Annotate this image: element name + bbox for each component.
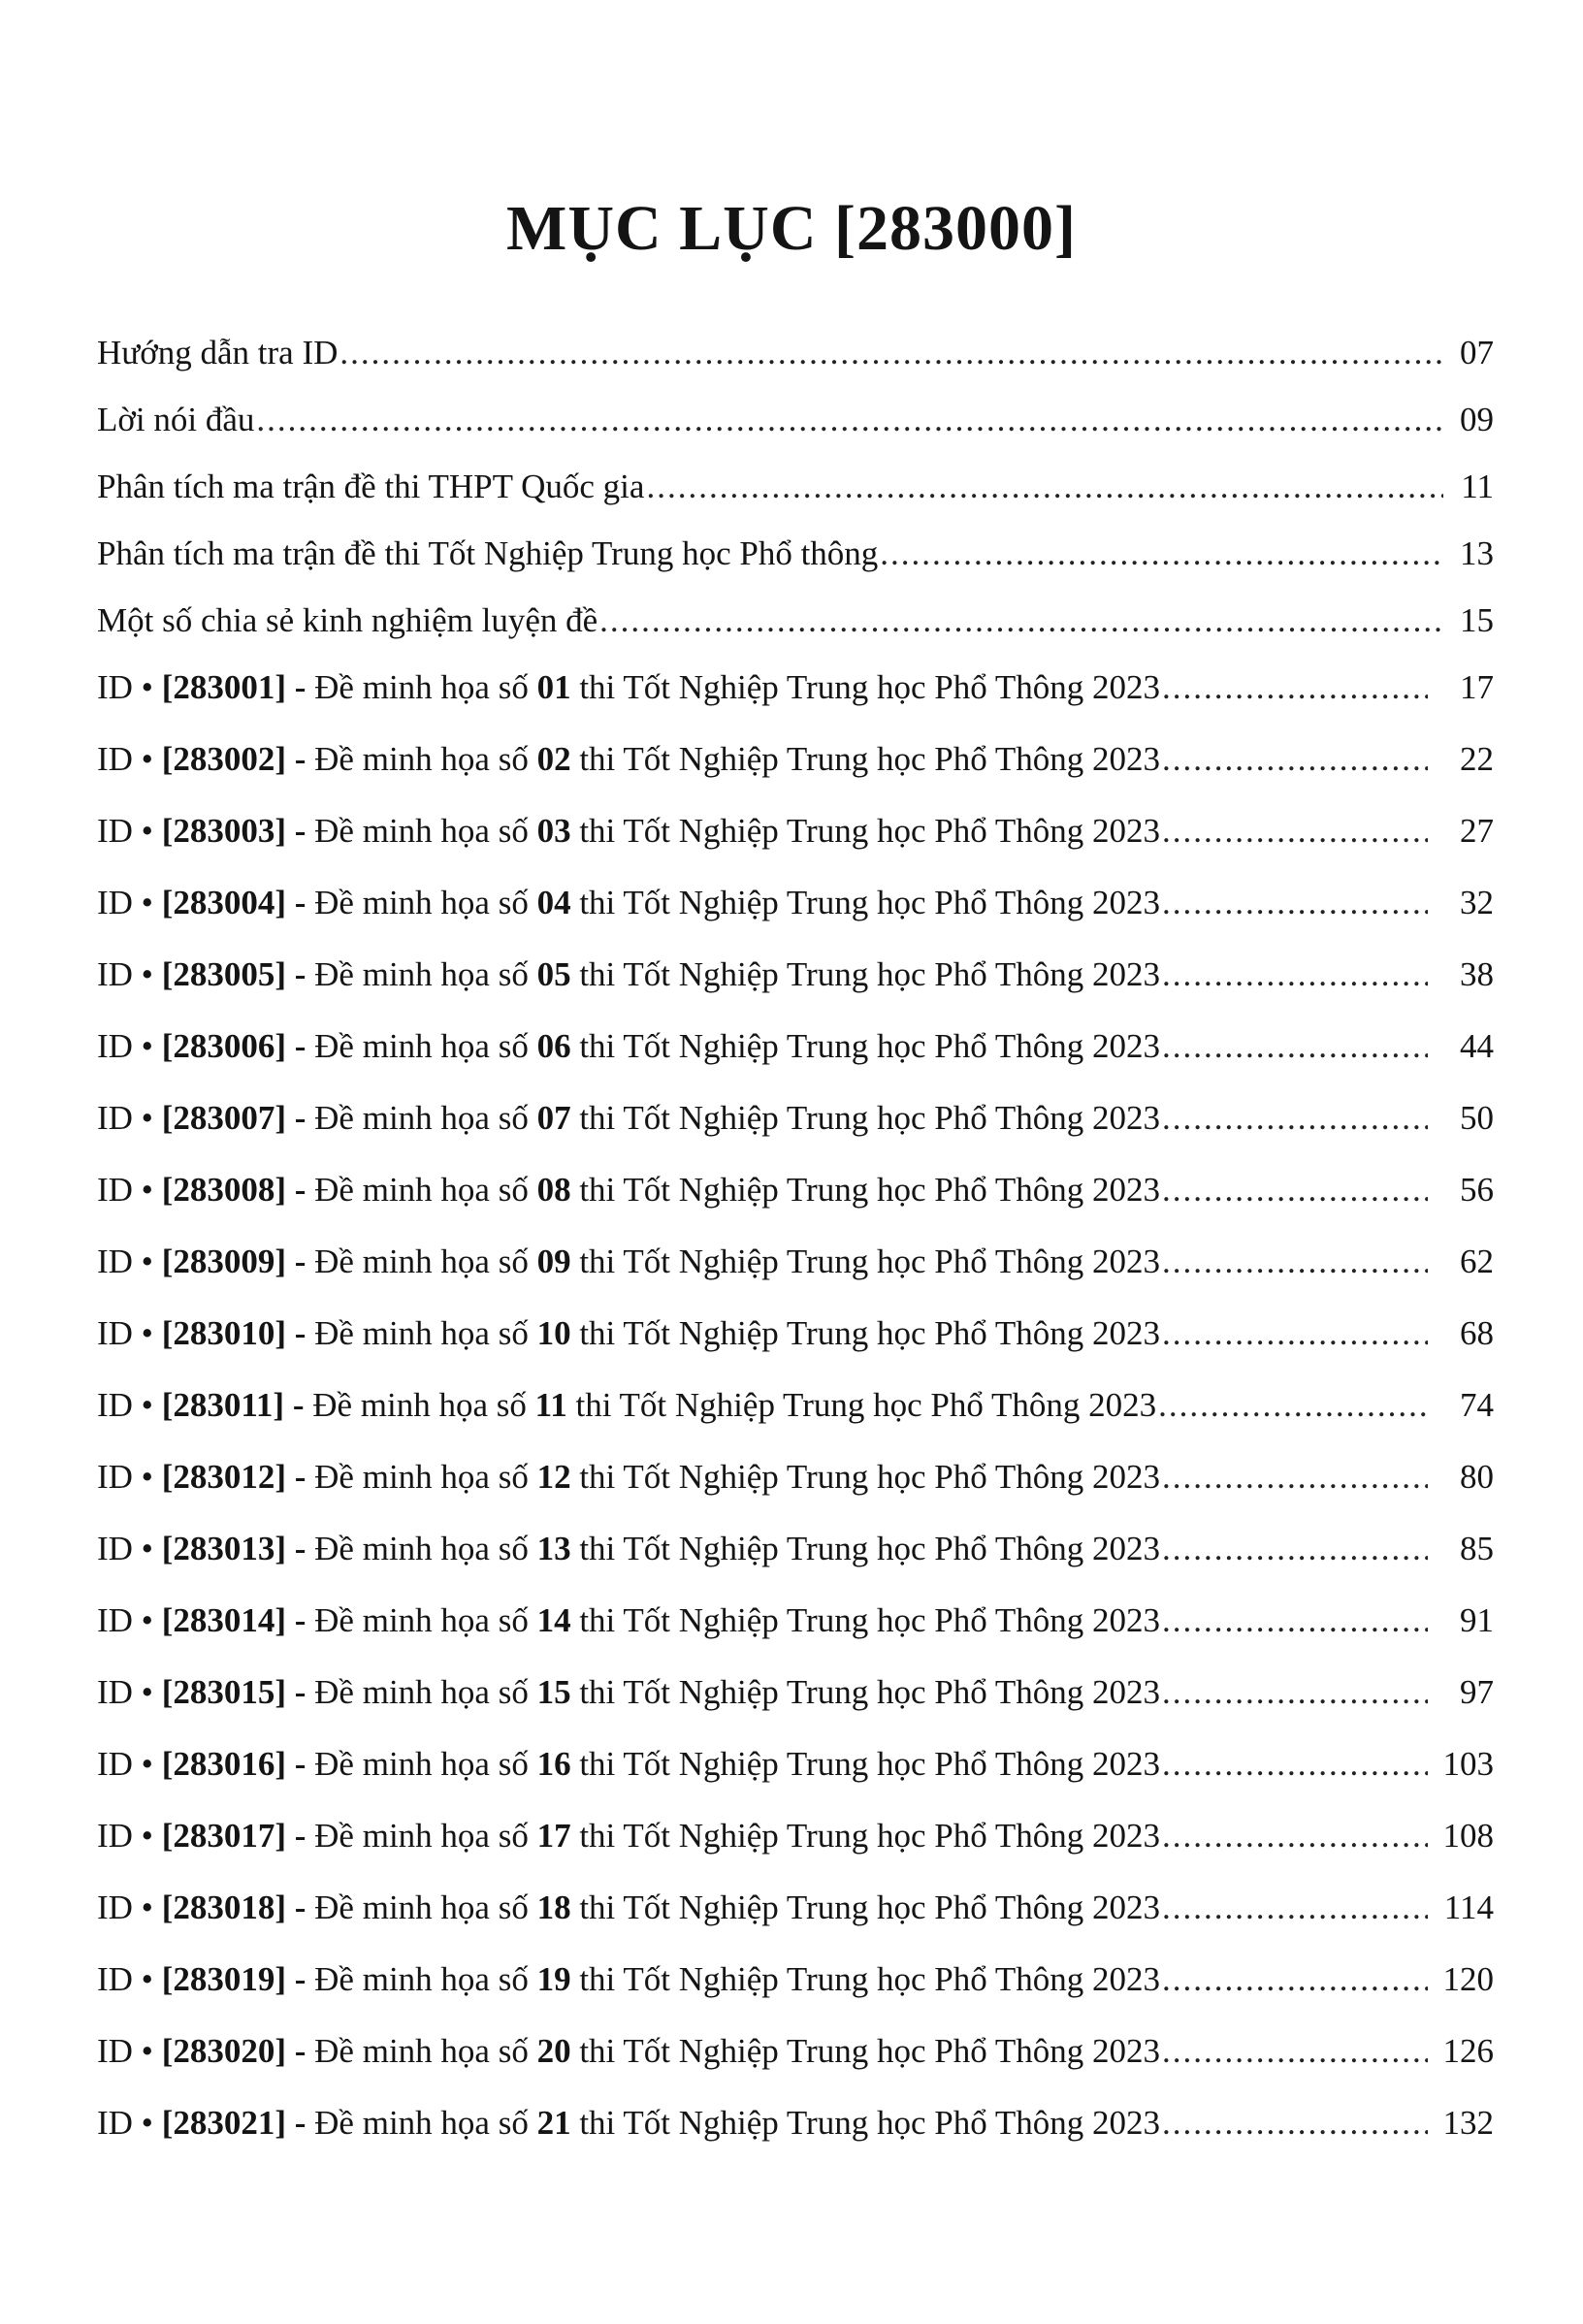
id-prefix: ID • — [97, 1817, 153, 1855]
toc-entry-label — [97, 1817, 1160, 1856]
separator: - — [294, 1099, 307, 1137]
exam-title-text: Đề minh họa số — [314, 884, 529, 921]
exam-title-suffix: thi Tốt Nghiệp Trung học Phổ Thông 2023 — [579, 1243, 1160, 1280]
exam-title-text: Đề minh họa số — [314, 1171, 529, 1209]
dot-leader — [1162, 812, 1428, 851]
exam-title-suffix: thi Tốt Nghiệp Trung học Phổ Thông 2023 — [579, 2032, 1160, 2070]
id-prefix: ID • — [97, 1673, 153, 1711]
toc-entry-label — [97, 1960, 1160, 1999]
dot-leader — [1162, 1817, 1428, 1856]
separator: - — [294, 1458, 307, 1496]
toc-entry[interactable] — [97, 812, 1494, 884]
toc-entry-label: Một số chia sẻ kinh nghiệm luyện đề — [97, 601, 598, 639]
dot-leader — [880, 534, 1443, 573]
exam-number: 02 — [536, 740, 571, 778]
exam-number: 13 — [536, 1530, 571, 1567]
dot-leader — [599, 601, 1443, 640]
separator: - — [294, 884, 307, 921]
toc-page-number: 15 — [1460, 601, 1494, 639]
dot-leader — [1162, 2104, 1428, 2143]
toc-entry-label — [97, 1458, 1160, 1497]
exam-id: [283013] — [161, 1530, 286, 1567]
toc-entry-label — [97, 1243, 1160, 1281]
exam-id: [283015] — [161, 1673, 286, 1711]
id-prefix: ID • — [97, 2104, 153, 2142]
toc-entry[interactable] — [97, 1673, 1494, 1745]
exam-title-text: Đề minh họa số — [314, 1601, 529, 1639]
toc-entry-label — [97, 1314, 1160, 1353]
exam-title-text: Đề minh họa số — [314, 740, 529, 778]
exam-title-suffix: thi Tốt Nghiệp Trung học Phổ Thông 2023 — [579, 1314, 1160, 1352]
separator: - — [294, 668, 307, 706]
exam-title-suffix: thi Tốt Nghiệp Trung học Phổ Thông 2023 — [579, 1099, 1160, 1137]
toc-entry-label — [97, 740, 1160, 779]
separator: - — [294, 812, 307, 850]
exam-title-suffix: thi Tốt Nghiệp Trung học Phổ Thông 2023 — [579, 1960, 1160, 1998]
toc-entry-label — [97, 812, 1160, 851]
id-prefix: ID • — [97, 1601, 153, 1639]
toc-entry-label — [97, 1673, 1160, 1712]
exam-title-text: Đề minh họa số — [314, 1027, 529, 1065]
exam-number: 09 — [536, 1243, 571, 1280]
exam-title-suffix: thi Tốt Nghiệp Trung học Phổ Thông 2023 — [579, 1745, 1160, 1783]
exam-title-suffix: thi Tốt Nghiệp Trung học Phổ Thông 2023 — [579, 1601, 1160, 1639]
exam-id: [283017] — [161, 1817, 286, 1855]
toc-page-number: 85 — [1460, 1530, 1494, 1567]
toc-entry[interactable] — [97, 1960, 1494, 2032]
toc-entry-label: Phân tích ma trận đề thi THPT Quốc gia — [97, 468, 645, 505]
dot-leader — [1162, 740, 1428, 779]
dot-leader — [1162, 1458, 1428, 1497]
id-prefix: ID • — [97, 1386, 153, 1424]
exam-number: 05 — [536, 955, 571, 993]
exam-title-text: Đề minh họa số — [314, 1745, 529, 1783]
toc-entry-label — [97, 1601, 1160, 1640]
exam-title-suffix: thi Tốt Nghiệp Trung học Phổ Thông 2023 — [579, 1888, 1160, 1926]
exam-id: [283004] — [161, 884, 286, 921]
dot-leader — [1162, 1171, 1428, 1210]
exam-title-suffix: thi Tốt Nghiệp Trung học Phổ Thông 2023 — [579, 668, 1160, 706]
id-prefix: ID • — [97, 2032, 153, 2070]
exam-id: [283006] — [161, 1027, 286, 1065]
toc-page-number: 17 — [1460, 668, 1494, 706]
exam-title-suffix: thi Tốt Nghiệp Trung học Phổ Thông 2023 — [579, 1458, 1160, 1496]
id-prefix: ID • — [97, 740, 153, 778]
exam-number: 04 — [536, 884, 571, 921]
exam-number: 07 — [536, 1099, 571, 1137]
toc-entry[interactable] — [97, 1171, 1494, 1243]
id-prefix: ID • — [97, 1099, 153, 1137]
toc-entry[interactable] — [97, 1817, 1494, 1888]
toc-entry[interactable] — [97, 2104, 1494, 2176]
separator: - — [294, 2032, 307, 2070]
id-prefix: ID • — [97, 1027, 153, 1065]
toc-page-number: 91 — [1460, 1601, 1494, 1639]
separator: - — [294, 1745, 307, 1783]
exam-title-text: Đề minh họa số — [312, 1386, 527, 1424]
dot-leader — [1162, 2032, 1428, 2071]
dot-leader — [1162, 1027, 1428, 1066]
exam-id: [283008] — [161, 1171, 286, 1209]
id-prefix: ID • — [97, 955, 153, 993]
id-prefix: ID • — [97, 1458, 153, 1496]
exam-id: [283012] — [161, 1458, 286, 1496]
exam-number: 10 — [536, 1314, 571, 1352]
toc-entry[interactable] — [97, 1601, 1494, 1673]
toc-entry-label — [97, 884, 1160, 922]
exam-number: 12 — [536, 1458, 571, 1496]
table-of-contents — [97, 334, 1494, 2176]
exam-id: [283021] — [161, 2104, 286, 2142]
page-title: MỤC LỤC [283000] — [506, 193, 1077, 264]
toc-page-number: 97 — [1460, 1673, 1494, 1711]
toc-entry[interactable] — [97, 1458, 1494, 1530]
separator: - — [294, 2104, 307, 2142]
id-prefix: ID • — [97, 812, 153, 850]
exam-title-text: Đề minh họa số — [314, 1673, 529, 1711]
exam-number: 21 — [536, 2104, 571, 2142]
id-prefix: ID • — [97, 884, 153, 921]
toc-page-number: 07 — [1460, 334, 1494, 371]
exam-title-suffix: thi Tốt Nghiệp Trung học Phổ Thông 2023 — [579, 740, 1160, 778]
exam-number: 01 — [536, 668, 571, 706]
exam-title-text: Đề minh họa số — [314, 2032, 529, 2070]
separator: - — [294, 1027, 307, 1065]
toc-page-number: 27 — [1460, 812, 1494, 850]
toc-entry[interactable] — [97, 955, 1494, 1027]
id-prefix: ID • — [97, 668, 153, 706]
toc-page-number: 103 — [1442, 1745, 1494, 1783]
toc-page-number: 120 — [1442, 1960, 1494, 1998]
toc-entry-label: Hướng dẫn tra ID — [97, 334, 339, 371]
toc-page-number: 38 — [1460, 955, 1494, 993]
toc-page-number: 50 — [1460, 1099, 1494, 1137]
separator: - — [294, 1601, 307, 1639]
exam-id: [283018] — [161, 1888, 286, 1926]
toc-entry[interactable] — [97, 1099, 1494, 1171]
toc-entry[interactable] — [97, 2032, 1494, 2104]
exam-title-text: Đề minh họa số — [314, 1099, 529, 1137]
id-prefix: ID • — [97, 1314, 153, 1352]
dot-leader — [1162, 1530, 1428, 1568]
toc-entry-label — [97, 2032, 1160, 2071]
toc-entry[interactable] — [97, 1027, 1494, 1099]
exam-id: [283003] — [161, 812, 286, 850]
exam-number: 11 — [534, 1386, 567, 1424]
dot-leader — [256, 401, 1443, 439]
separator: - — [294, 1888, 307, 1926]
dot-leader — [1162, 884, 1428, 922]
toc-entry-label: Phân tích ma trận đề thi Tốt Nghiệp Trung học Phổ thông — [97, 534, 879, 572]
separator: - — [294, 1314, 307, 1352]
toc-entry[interactable] — [97, 401, 1494, 468]
separator: - — [294, 1673, 307, 1711]
dot-leader — [1162, 1888, 1428, 1927]
toc-entry-label — [97, 1386, 1156, 1425]
toc-entry[interactable] — [97, 668, 1494, 740]
toc-entry[interactable] — [97, 740, 1494, 812]
toc-entry[interactable] — [97, 1745, 1494, 1817]
toc-page-number: 132 — [1442, 2104, 1494, 2142]
exam-id: [283001] — [161, 668, 286, 706]
toc-entry[interactable] — [97, 601, 1494, 668]
exam-title-text: Đề minh họa số — [314, 1530, 529, 1567]
exam-title-suffix: thi Tốt Nghiệp Trung học Phổ Thông 2023 — [579, 812, 1160, 850]
toc-page-number: 80 — [1460, 1458, 1494, 1496]
dot-leader — [339, 334, 1443, 372]
exam-title-suffix: thi Tốt Nghiệp Trung học Phổ Thông 2023 — [575, 1386, 1157, 1424]
toc-page-number: 44 — [1460, 1027, 1494, 1065]
separator: - — [294, 1243, 307, 1280]
toc-page-number: 32 — [1460, 884, 1494, 921]
toc-entry[interactable] — [97, 884, 1494, 955]
exam-id: [283007] — [161, 1099, 286, 1137]
exam-number: 14 — [536, 1601, 571, 1639]
exam-title-text: Đề minh họa số — [314, 1888, 529, 1926]
exam-title-suffix: thi Tốt Nghiệp Trung học Phổ Thông 2023 — [579, 955, 1160, 993]
dot-leader — [1162, 668, 1428, 707]
toc-entry[interactable] — [97, 334, 1494, 401]
id-prefix: ID • — [97, 1960, 153, 1998]
dot-leader — [1162, 1960, 1428, 1999]
id-prefix: ID • — [97, 1243, 153, 1280]
dot-leader — [1162, 1673, 1428, 1712]
toc-entry[interactable] — [97, 468, 1494, 534]
exam-id: [283011] — [161, 1386, 285, 1424]
toc-page-number: 22 — [1460, 740, 1494, 778]
dot-leader — [1162, 1601, 1428, 1640]
toc-entry-label — [97, 1888, 1160, 1927]
toc-entry[interactable] — [97, 1530, 1494, 1601]
exam-title-text: Đề minh họa số — [314, 1960, 529, 1998]
toc-page-number: 56 — [1460, 1171, 1494, 1209]
exam-title-suffix: thi Tốt Nghiệp Trung học Phổ Thông 2023 — [579, 2104, 1160, 2142]
id-prefix: ID • — [97, 1171, 153, 1209]
toc-entry-label — [97, 955, 1160, 994]
exam-title-text: Đề minh họa số — [314, 1817, 529, 1855]
separator: - — [294, 740, 307, 778]
exam-number: 19 — [536, 1960, 571, 1998]
exam-title-suffix: thi Tốt Nghiệp Trung học Phổ Thông 2023 — [579, 1027, 1160, 1065]
exam-number: 18 — [536, 1888, 571, 1926]
dot-leader — [1158, 1386, 1428, 1425]
dot-leader — [1162, 1243, 1428, 1281]
exam-id: [283019] — [161, 1960, 286, 1998]
exam-title-text: Đề minh họa số — [314, 1314, 529, 1352]
exam-title-text: Đề minh họa số — [314, 1243, 529, 1280]
exam-number: 06 — [536, 1027, 571, 1065]
dot-leader — [646, 468, 1443, 506]
dot-leader — [1162, 955, 1428, 994]
toc-entry[interactable] — [97, 1888, 1494, 1960]
toc-page-number: 74 — [1460, 1386, 1494, 1424]
exam-id: [283005] — [161, 955, 286, 993]
toc-entry[interactable] — [97, 534, 1494, 601]
exam-id: [283020] — [161, 2032, 286, 2070]
id-prefix: ID • — [97, 1530, 153, 1567]
toc-entry[interactable] — [97, 1243, 1494, 1314]
id-prefix: ID • — [97, 1888, 153, 1926]
separator: - — [294, 1960, 307, 1998]
exam-id: [283009] — [161, 1243, 286, 1280]
exam-number: 20 — [536, 2032, 571, 2070]
exam-id: [283016] — [161, 1745, 286, 1783]
exam-id: [283010] — [161, 1314, 286, 1352]
exam-title-text: Đề minh họa số — [314, 2104, 529, 2142]
exam-title-suffix: thi Tốt Nghiệp Trung học Phổ Thông 2023 — [579, 1171, 1160, 1209]
separator: - — [292, 1386, 305, 1424]
toc-entry-label — [97, 668, 1160, 707]
toc-entry-label — [97, 1530, 1160, 1568]
exam-number: 08 — [536, 1171, 571, 1209]
separator: - — [294, 1171, 307, 1209]
toc-page-number: 62 — [1460, 1243, 1494, 1280]
exam-title-text: Đề minh họa số — [314, 668, 529, 706]
exam-title-suffix: thi Tốt Nghiệp Trung học Phổ Thông 2023 — [579, 1673, 1160, 1711]
toc-entry-label — [97, 1099, 1160, 1138]
exam-number: 15 — [536, 1673, 571, 1711]
toc-page-number: 11 — [1461, 468, 1494, 505]
toc-page-number: 13 — [1460, 534, 1494, 572]
id-prefix: ID • — [97, 1745, 153, 1783]
separator: - — [294, 955, 307, 993]
exam-title-text: Đề minh họa số — [314, 812, 529, 850]
dot-leader — [1162, 1745, 1428, 1784]
toc-entry-label — [97, 1171, 1160, 1210]
exam-number: 03 — [536, 812, 571, 850]
dot-leader — [1162, 1314, 1428, 1353]
exam-title-text: Đề minh họa số — [314, 955, 529, 993]
exam-id: [283002] — [161, 740, 286, 778]
exam-title-suffix: thi Tốt Nghiệp Trung học Phổ Thông 2023 — [579, 1530, 1160, 1567]
toc-entry-label — [97, 1027, 1160, 1066]
toc-entry-label — [97, 1745, 1160, 1784]
exam-number: 16 — [536, 1745, 571, 1783]
exam-title-suffix: thi Tốt Nghiệp Trung học Phổ Thông 2023 — [579, 1817, 1160, 1855]
separator: - — [294, 1530, 307, 1567]
toc-entry[interactable] — [97, 1386, 1494, 1458]
exam-number: 17 — [536, 1817, 571, 1855]
toc-page-number: 09 — [1460, 401, 1494, 438]
toc-page-number: 114 — [1443, 1888, 1494, 1926]
toc-entry-label — [97, 2104, 1160, 2143]
exam-id: [283014] — [161, 1601, 286, 1639]
toc-page-number: 126 — [1442, 2032, 1494, 2070]
dot-leader — [1162, 1099, 1428, 1138]
toc-entry[interactable] — [97, 1314, 1494, 1386]
toc-page-number: 108 — [1442, 1817, 1494, 1855]
separator: - — [294, 1817, 307, 1855]
toc-page-number: 68 — [1460, 1314, 1494, 1352]
toc-entry-label: Lời nói đầu — [97, 401, 255, 438]
exam-title-suffix: thi Tốt Nghiệp Trung học Phổ Thông 2023 — [579, 884, 1160, 921]
exam-title-text: Đề minh họa số — [314, 1458, 529, 1496]
